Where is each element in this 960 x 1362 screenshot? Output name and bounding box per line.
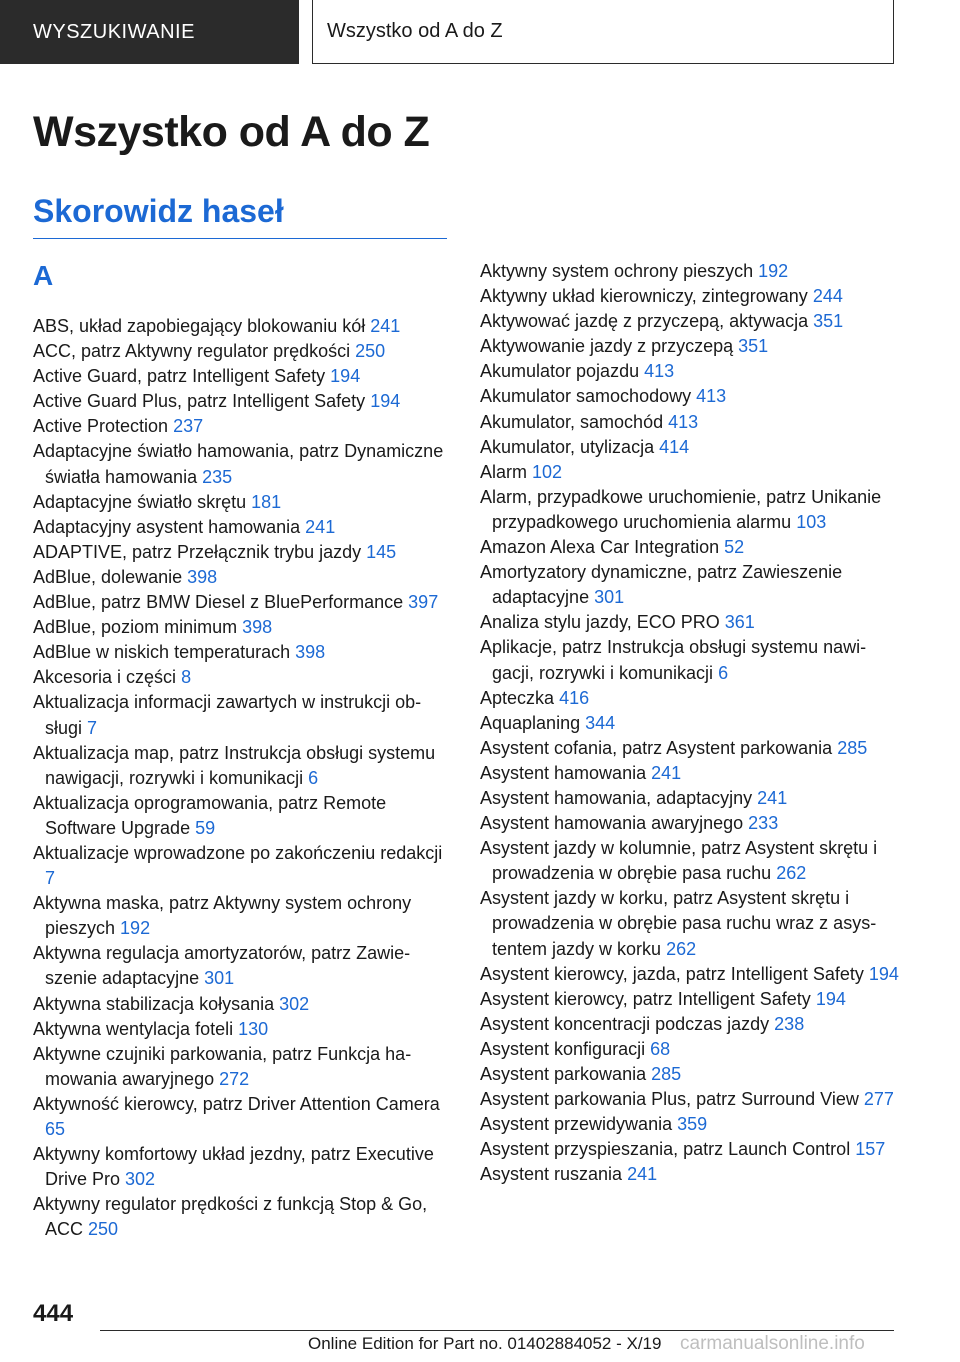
page-link[interactable]: 250 [355,341,386,362]
page-link[interactable]: 7 [45,868,56,889]
index-entry [480,460,900,485]
index-entry [480,786,900,811]
index-entry [480,535,900,560]
page-link[interactable]: 241 [305,516,336,537]
subtitle-divider [33,238,447,239]
index-entry [480,309,900,334]
index-entry [480,1012,900,1037]
entry-text: Apteczka [480,687,555,708]
page-link[interactable]: 398 [187,566,218,587]
entry-text: Aktywna maska, patrz Aktywny system ochrony pieszych [33,893,412,939]
index-entry [480,334,900,359]
page-link[interactable]: 102 [532,461,563,482]
entry-text: AdBlue w niskich temperaturach [33,642,291,663]
entry-text: Asystent hamowania awaryjnego [480,813,744,834]
page-header [0,0,960,64]
page-link[interactable]: 68 [650,1038,671,1059]
index-entry [480,836,900,886]
watermark: carmanualsonline.info [680,1333,865,1354]
index-entry [480,435,900,460]
page-link[interactable]: 398 [242,617,273,638]
index-entry [480,1087,900,1112]
page-link[interactable]: 241 [627,1164,658,1185]
entry-text: Asystent parkowania Plus, patrz Surround View [480,1089,859,1110]
index-entry [33,565,449,590]
page-link[interactable]: 194 [868,963,899,984]
entry-text: Asystent hamowania, adaptacyjny [480,787,753,808]
entry-text: Alarm [480,461,528,482]
entry-text: Amortyzatory dynamiczne, patrz Zawieszenie adaptacyjne [480,562,843,608]
index-entry [480,987,900,1012]
index-entry [480,1162,900,1187]
index-entry [480,686,900,711]
page-link[interactable]: 52 [724,537,745,558]
page-link[interactable]: 233 [748,813,779,834]
index-entry [33,1017,449,1042]
index-entry [480,635,900,685]
page-link[interactable]: 241 [651,762,682,783]
entry-text: Aktywny system ochrony pieszych [480,261,754,281]
entry-text: Akumulator samochodowy [480,386,692,407]
index-entry [33,615,449,640]
page-link[interactable]: 65 [45,1119,66,1139]
entry-text: Aktualizacja informacji zawartych w instrukcji obsługi [33,692,422,738]
page-link[interactable]: 181 [251,491,282,512]
edition-note: Online Edition for Part no. 01402884052 - X/19 [308,1334,662,1353]
index-letter: A [33,260,54,291]
page-link[interactable]: 241 [757,787,788,808]
index-entry [33,941,449,991]
page-link[interactable]: 194 [815,988,846,1009]
page-link[interactable]: 302 [279,993,310,1014]
entry-text: ABS, układ zapobiegający blokowaniu kół [33,316,366,336]
entry-text: Active Guard, patrz Intelligent Safety [33,366,326,387]
entry-text: Aktualizacja map, patrz Instrukcja obsługi systemu nawigacji, rozrywki i komunikacji [33,742,436,788]
index-entry [33,339,449,364]
index-entry [480,811,900,836]
entry-text: Asystent koncentracji podczas jazdy [480,1013,770,1034]
entry-text: Akumulator, samochód [480,411,664,432]
index-entry [480,485,900,535]
entry-text: AdBlue, poziom minimum [33,617,238,638]
entry-text: Asystent kierowcy, jazda, patrz Intelligent Safety [480,963,864,984]
page-link[interactable]: 194 [330,366,361,387]
entry-text: Active Guard Plus, patrz Intelligent Safety [33,391,366,412]
entry-text: Active Protection [33,416,169,437]
index-entry [33,690,449,740]
entry-text: Aktywny komfortowy układ jezdny, patrz Executive Drive Pro [33,1144,434,1190]
index-entry [33,1192,449,1242]
index-entry [33,490,449,515]
page-link[interactable]: 344 [585,712,616,733]
page-link[interactable]: 6 [718,662,729,683]
entry-text: Aktywna regulacja amortyzatorów, patrz Zawieszenie adaptacyjne [33,943,411,989]
index-entry [480,284,900,309]
page-link[interactable]: 244 [812,286,843,307]
entry-text: Analiza stylu jazdy, ECO PRO [480,612,720,633]
page-link[interactable]: 301 [594,587,625,608]
page-link[interactable]: 145 [366,541,397,562]
entry-text: Adaptacyjne światło hamowania, patrz Dynamiczne światła hamowania [33,441,444,487]
entry-text: Asystent cofania, patrz Asystent parkowania [480,737,833,758]
footer-divider [100,1330,894,1331]
entry-text: Adaptacyjne światło skrętu [33,491,247,512]
section-tab-label: WYSZUKIWANIE [33,20,195,43]
entry-text: ACC, patrz Aktywny regulator prędkości [33,341,351,362]
entry-text: Asystent parkowania [480,1064,647,1084]
index-entry [33,741,449,791]
entry-text: Aktywna wentylacja foteli [33,1018,234,1039]
index-entry [33,1142,449,1192]
page-link[interactable]: 416 [559,687,590,708]
entry-text: Aktywny regulator prędkości z funkcją Stop & Go, ACC [33,1194,428,1240]
index-entry [33,891,449,941]
page-link[interactable]: 413 [696,386,727,407]
section-tab[interactable] [0,0,299,64]
index-entry [480,560,900,610]
entry-text: Aquaplaning [480,712,581,733]
page-link[interactable]: 250 [88,1219,119,1240]
page-link[interactable]: 7 [87,717,98,738]
page-number: 444 [33,1300,74,1327]
page-link[interactable]: 301 [204,968,235,989]
index-entry [33,1042,449,1092]
entry-text: Aktywowanie jazdy z przyczepą [480,336,734,357]
index-entry [33,515,449,540]
entry-text: Aktywne czujniki parkowania, patrz Funkcja hamowania awaryjnego [33,1043,412,1089]
index-entry [33,389,449,414]
page-link[interactable]: 351 [738,336,769,357]
page-link[interactable]: 130 [238,1018,269,1039]
index-entry [480,359,900,384]
index-entry [33,640,449,665]
index-entry [33,992,449,1017]
page-link[interactable]: 413 [644,361,675,382]
index-entry [33,314,449,339]
page-link[interactable]: 302 [125,1169,156,1190]
index-entry [33,414,449,439]
page-link[interactable]: 351 [813,311,844,332]
index-entry [33,665,449,690]
entry-text: Akcesoria i części [33,667,177,688]
index-entry [33,841,449,891]
page-link[interactable]: 6 [308,767,319,788]
index-entry [480,711,900,736]
index-entry [480,962,900,987]
index-column-right [480,259,900,1187]
entry-text: Adaptacyjny asystent hamowania [33,516,301,537]
page-link[interactable]: 192 [758,261,789,281]
chapter-tab[interactable] [312,0,894,64]
entry-text: Asystent ruszania [480,1164,623,1185]
entry-text: ADAPTIVE, patrz Przełącznik trybu jazdy [33,541,362,562]
entry-text: Aktywny układ kierowniczy, zintegrowany [480,286,808,307]
page-link[interactable]: 285 [651,1064,682,1084]
page-link[interactable]: 157 [855,1139,886,1160]
page-link[interactable]: 8 [181,667,192,688]
index-entry [33,364,449,389]
chapter-tab-label: Wszystko od A do Z [327,20,503,42]
entry-text: Asystent kierowcy, patrz Intelligent Safety [480,988,811,1009]
entry-text: Amazon Alexa Car Integration [480,537,720,558]
page-link[interactable]: 235 [202,466,233,487]
index-column-left [33,314,449,1242]
index-entry [33,791,449,841]
page-link[interactable]: 238 [774,1013,805,1034]
entry-text: Asystent jazdy w kolumnie, patrz Asystent skrętu i prowadzenia w obrębie pasa ruchu [480,838,878,884]
page-link[interactable]: 237 [173,416,204,437]
page-link[interactable]: 277 [863,1089,894,1110]
entry-text: Akumulator, utylizacja [480,436,655,457]
page-link[interactable]: 262 [666,938,697,959]
index-entry [33,540,449,565]
page-title: Wszystko od A do Z [33,108,430,156]
page-link[interactable]: 397 [408,592,439,613]
index-entry [480,1137,900,1162]
page-link[interactable]: 398 [295,642,326,663]
entry-text: AdBlue, dolewanie [33,566,183,587]
page-link[interactable]: 262 [776,863,807,884]
index-entry [480,761,900,786]
entry-text: Aktualizacja oprogramowania, patrz Remote Software Upgrade [33,792,387,838]
entry-text: Aktywować jazdę z przyczepą, aktywacja [480,311,809,332]
index-entry [480,259,900,284]
entry-text: Aktualizacje wprowadzone po zakończeniu redakcji [33,842,443,863]
index-entry [33,439,449,489]
entry-text: Alarm, przypadkowe uruchomienie, patrz Unikanie przypadkowego uruchomienia alarmu [480,486,882,532]
page-link[interactable]: 241 [370,316,401,336]
index-entry [480,1112,900,1137]
page-link[interactable]: 285 [837,737,868,758]
index-entry [480,736,900,761]
page-link[interactable]: 361 [724,612,755,633]
entry-text: Asystent jazdy w korku, patrz Asystent skrętu i prowadzenia w obrębie pasa ruchu wraz z asystentem jazdy w korku [480,888,877,959]
index-entry [480,610,900,635]
index-entry [480,384,900,409]
page-link[interactable]: 59 [195,817,216,838]
index-entry [33,1092,449,1142]
entry-text: Asystent przyspieszania, patrz Launch Control [480,1139,851,1160]
index-entry [33,590,449,615]
page-link[interactable]: 413 [668,411,699,432]
page-link[interactable]: 359 [677,1114,708,1135]
index-entry [480,1062,900,1087]
entry-text: Asystent hamowania [480,762,647,783]
page-link[interactable]: 272 [219,1068,250,1089]
index-entry [480,410,900,435]
entry-text: Akumulator pojazdu [480,361,640,382]
entry-text: Asystent przewidywania [480,1114,673,1135]
page-link[interactable]: 192 [120,918,151,939]
entry-text: Aktywna stabilizacja kołysania [33,993,275,1014]
entry-text: Aktywność kierowcy, patrz Driver Attention Camera [33,1093,440,1114]
index-entry [480,1037,900,1062]
page-link[interactable]: 194 [370,391,401,412]
section-subtitle: Skorowidz haseł [33,193,284,229]
page-link[interactable]: 414 [659,436,690,457]
entry-text: Asystent konfiguracji [480,1038,646,1059]
page-link[interactable]: 103 [796,511,827,532]
entry-text: Aplikacje, patrz Instrukcja obsługi systemu nawigacji, rozrywki i komunikacji [480,637,867,683]
entry-text: AdBlue, patrz BMW Diesel z BluePerformance [33,592,404,613]
index-entry [480,886,900,961]
